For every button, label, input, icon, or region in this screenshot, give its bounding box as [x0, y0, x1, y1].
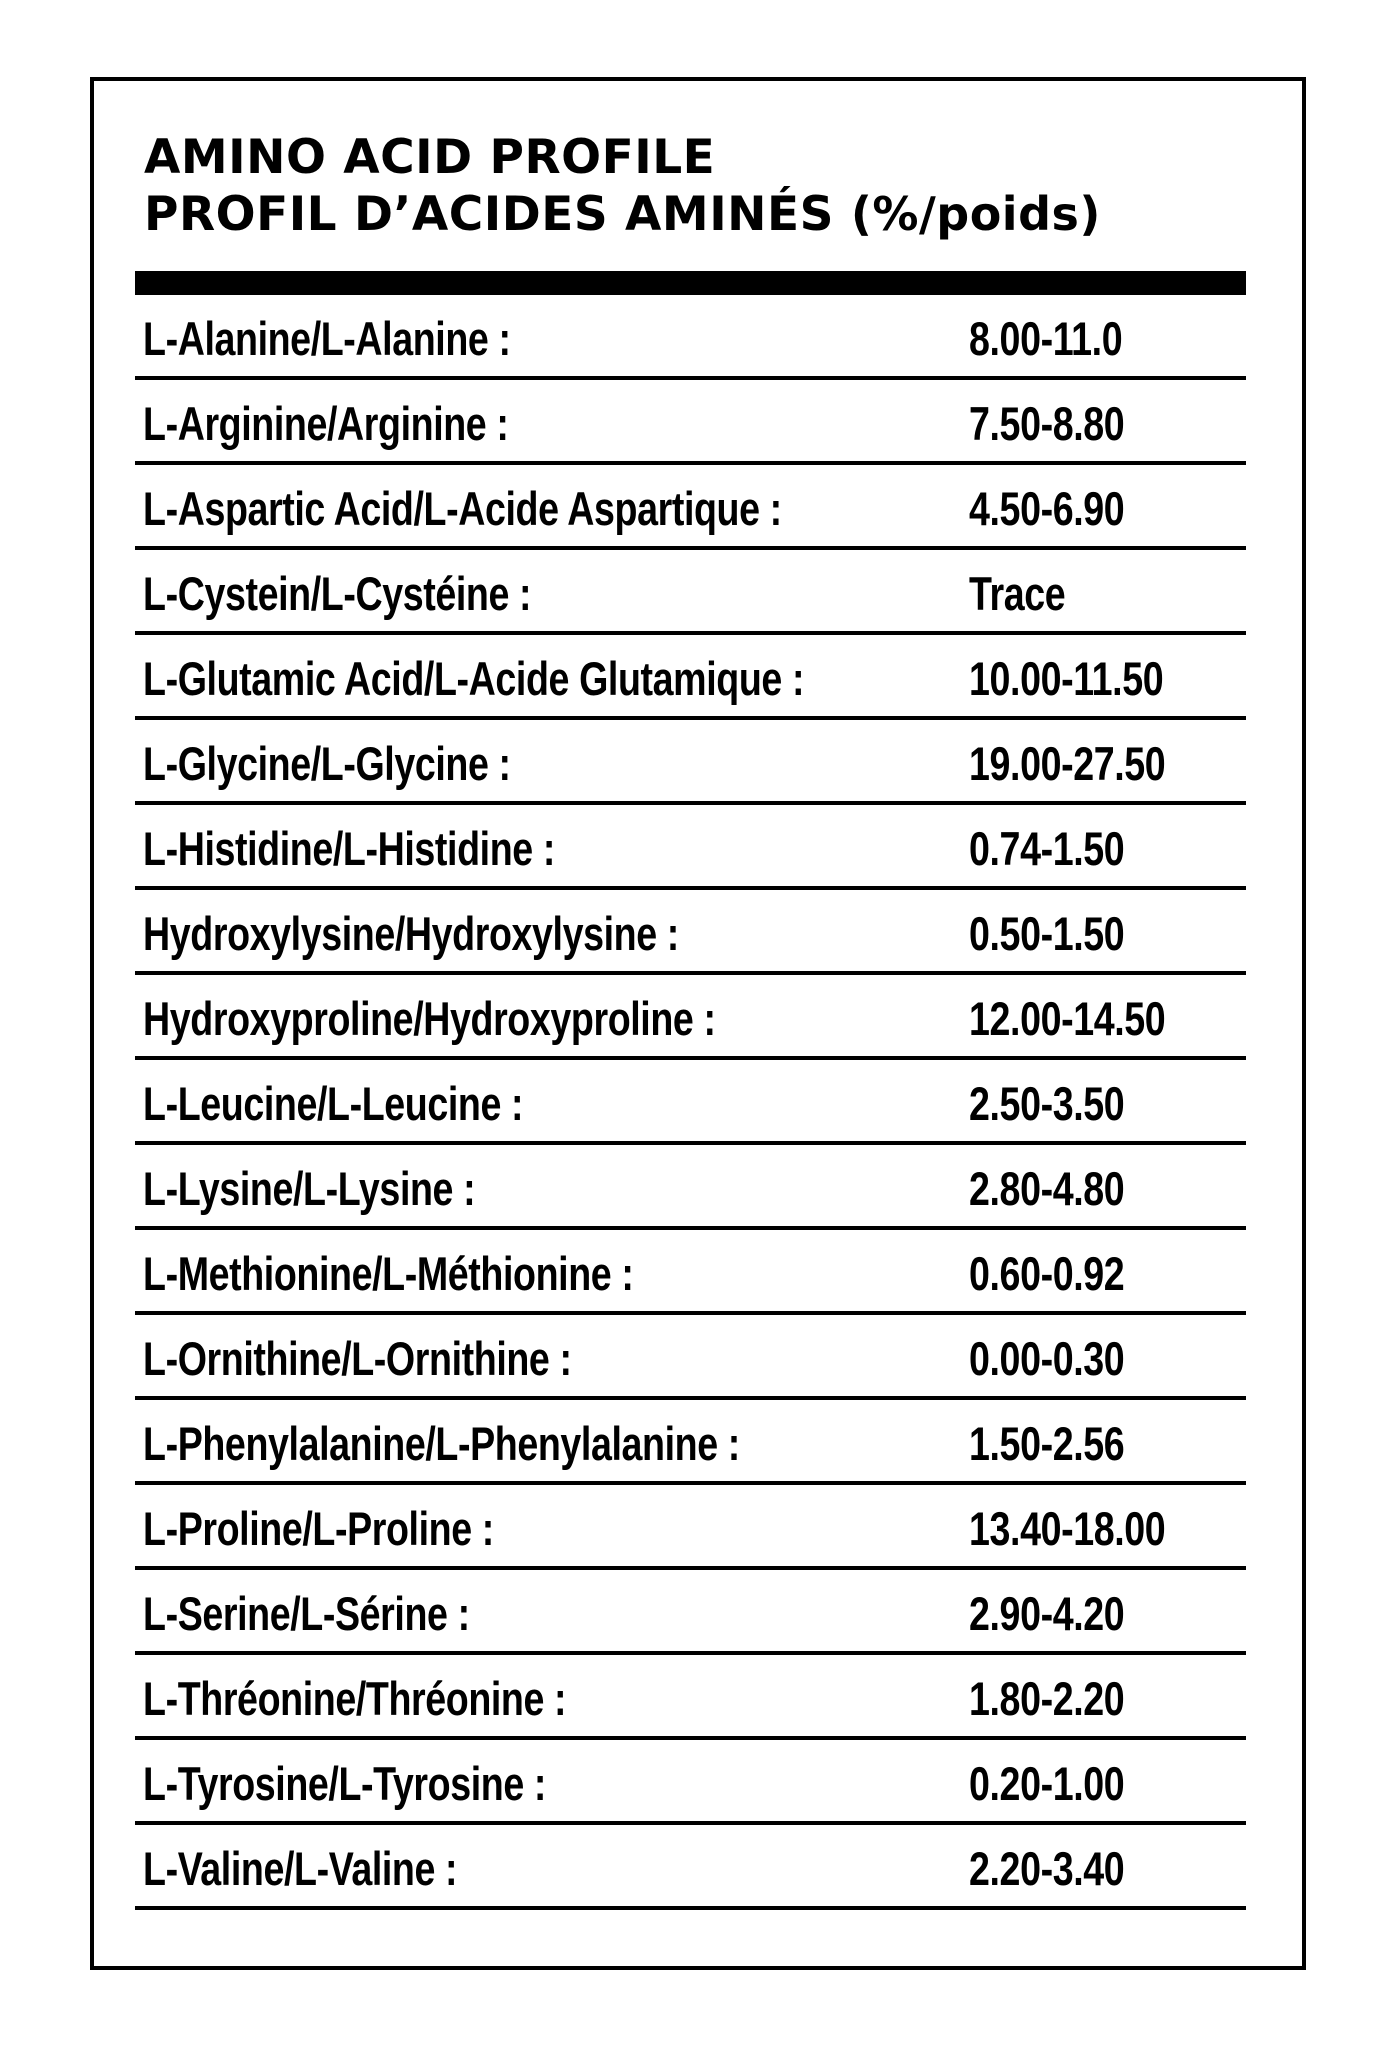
table-row — [135, 1145, 1246, 1230]
amino-acid-name: L-Glycine/L-Glycine : — [143, 737, 511, 790]
header-divider — [135, 271, 1246, 295]
table-row — [135, 1740, 1246, 1825]
title-french — [144, 186, 1101, 243]
table-row — [135, 1485, 1246, 1570]
table-row — [135, 550, 1246, 635]
title-english: AMINO ACID PROFILE — [144, 130, 716, 185]
table-row — [135, 380, 1246, 465]
table-row — [135, 890, 1246, 975]
table-row — [135, 1570, 1246, 1655]
amino-acid-name: Hydroxylysine/Hydroxylysine : — [143, 907, 679, 960]
table-row — [135, 1655, 1246, 1740]
table-row — [135, 295, 1246, 380]
amino-acid-value: 2.80-4.80 — [969, 1162, 1125, 1215]
amino-acid-value: 0.50-1.50 — [969, 907, 1125, 960]
amino-acid-value: 19.00-27.50 — [969, 737, 1166, 790]
amino-acid-name: L-Aspartic Acid/L-Acide Aspartique : — [143, 482, 782, 535]
amino-acid-name: L-Serine/L-Sérine : — [143, 1587, 470, 1640]
amino-acid-name: L-Ornithine/L-Ornithine : — [143, 1332, 572, 1385]
amino-acid-name: L-Thréonine/Thréonine : — [143, 1672, 567, 1725]
table-row — [135, 1400, 1246, 1485]
table-row — [135, 720, 1246, 805]
amino-acid-name: Hydroxyproline/Hydroxyproline : — [143, 992, 716, 1045]
amino-acid-name: L-Glutamic Acid/L-Acide Glutamique : — [143, 652, 805, 705]
amino-acid-name: L-Phenylalanine/L-Phenylalanine : — [143, 1417, 740, 1470]
amino-acid-value: 10.00-11.50 — [969, 652, 1164, 705]
amino-acid-value: Trace — [969, 567, 1066, 620]
amino-acid-name: L-Proline/L-Proline : — [143, 1502, 494, 1555]
amino-acid-name: L-Alanine/L-Alanine : — [143, 312, 511, 365]
amino-acid-value: 2.90-4.20 — [969, 1587, 1125, 1640]
amino-acid-name: L-Cystein/L-Cystéine : — [143, 567, 532, 620]
amino-acid-name: L-Lysine/L-Lysine : — [143, 1162, 476, 1215]
table-row — [135, 635, 1246, 720]
amino-acid-value: 8.00-11.0 — [969, 312, 1123, 365]
amino-acid-value: 0.60-0.92 — [969, 1247, 1125, 1300]
table-row — [135, 975, 1246, 1060]
amino-acid-value: 12.00-14.50 — [969, 992, 1166, 1045]
page-title — [144, 129, 1101, 243]
title-unit: (%/poids) — [850, 187, 1101, 241]
table-row — [135, 1230, 1246, 1315]
amino-acid-name: L-Leucine/L-Leucine : — [143, 1077, 524, 1130]
amino-acid-table — [135, 295, 1246, 1910]
amino-acid-name: L-Valine/L-Valine : — [143, 1842, 458, 1895]
title-french-text: PROFIL D’ACIDES AMINÉS — [144, 187, 834, 242]
amino-acid-name: L-Methionine/L-Méthionine : — [143, 1247, 634, 1300]
amino-acid-value: 1.50-2.56 — [969, 1417, 1125, 1470]
amino-acid-value: 0.00-0.30 — [969, 1332, 1125, 1385]
amino-acid-name: L-Histidine/L-Histidine : — [143, 822, 555, 875]
table-row — [135, 465, 1246, 550]
table-row — [135, 1060, 1246, 1145]
amino-acid-profile-panel — [90, 77, 1306, 1970]
amino-acid-value: 2.50-3.50 — [969, 1077, 1125, 1130]
amino-acid-value: 4.50-6.90 — [969, 482, 1125, 535]
amino-acid-value: 1.80-2.20 — [969, 1672, 1125, 1725]
amino-acid-value: 13.40-18.00 — [969, 1502, 1166, 1555]
table-row — [135, 1825, 1246, 1910]
amino-acid-name: L-Tyrosine/L-Tyrosine : — [143, 1757, 547, 1810]
amino-acid-value: 7.50-8.80 — [969, 397, 1125, 450]
amino-acid-value: 0.20-1.00 — [969, 1757, 1125, 1810]
amino-acid-name: L-Arginine/Arginine : — [143, 397, 509, 450]
table-row — [135, 805, 1246, 890]
amino-acid-value: 0.74-1.50 — [969, 822, 1125, 875]
table-row — [135, 1315, 1246, 1400]
amino-acid-value: 2.20-3.40 — [969, 1842, 1125, 1895]
